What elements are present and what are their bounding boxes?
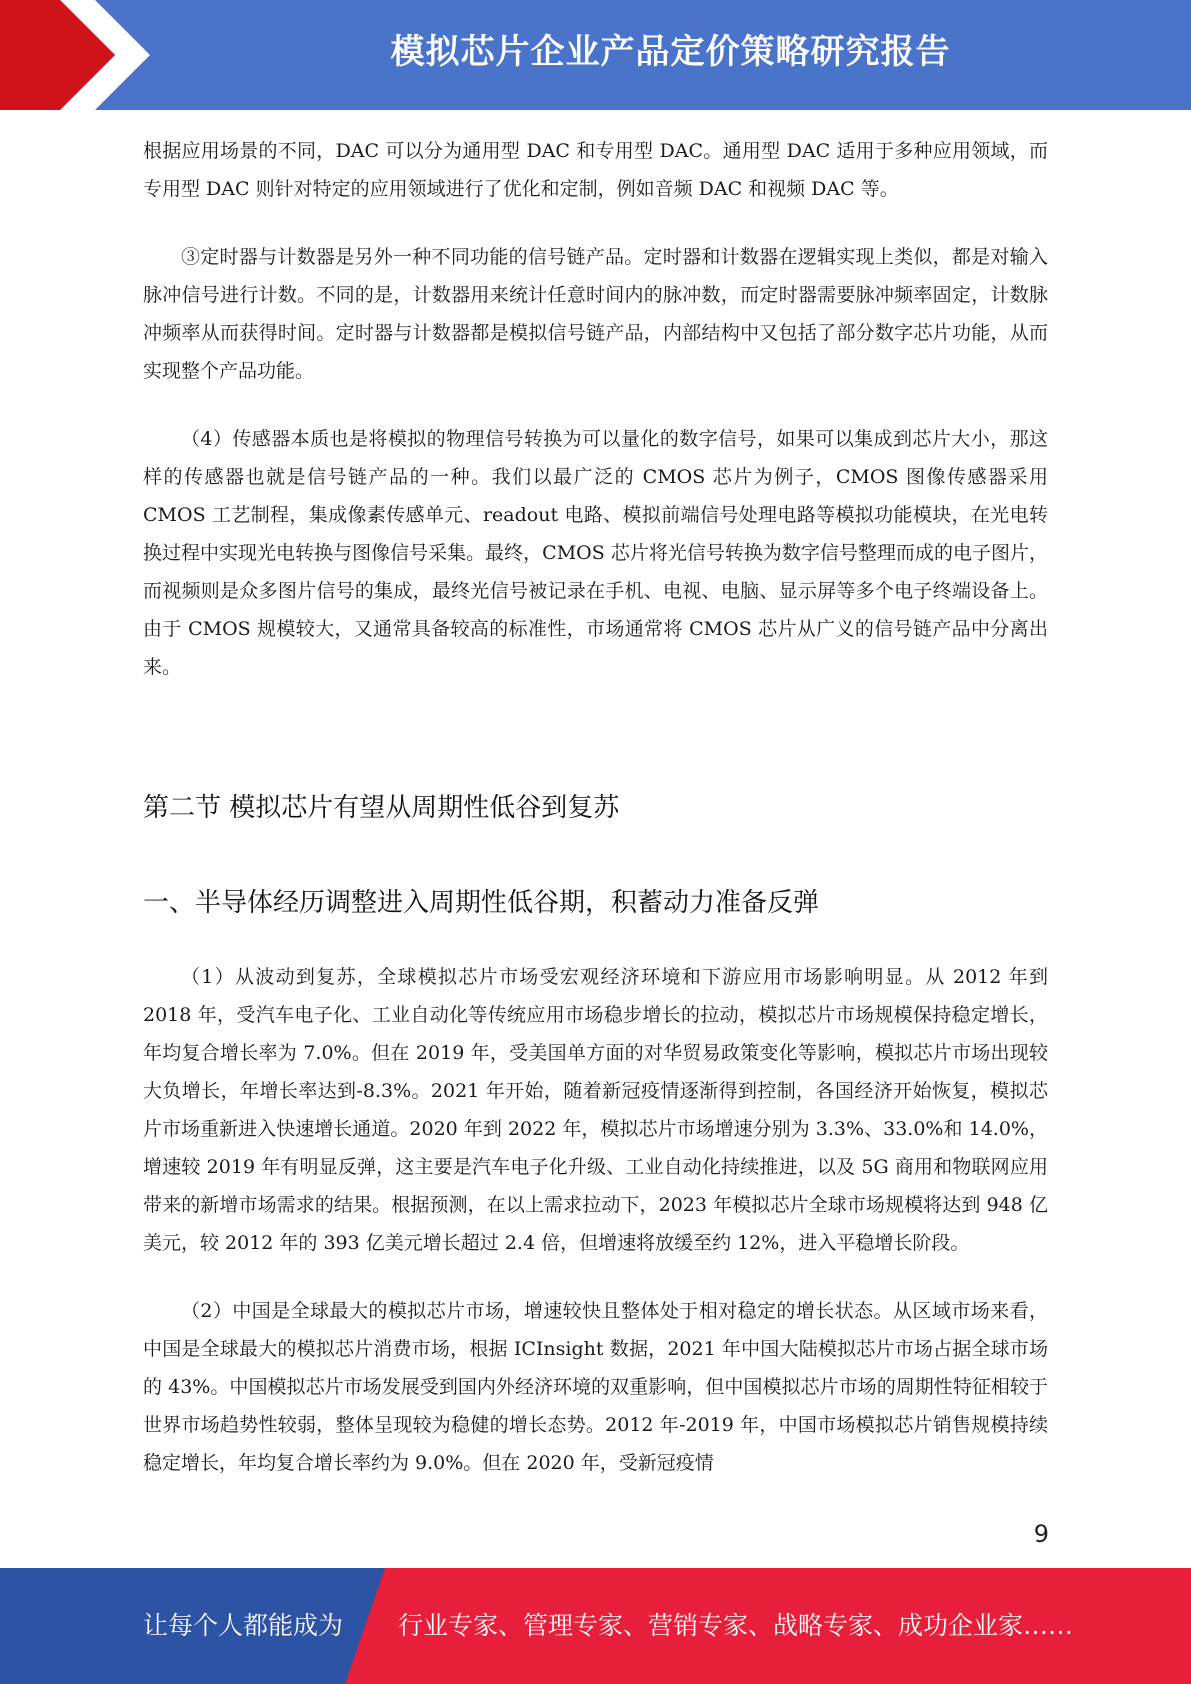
page-header	[0, 0, 1191, 110]
footer-slogan-right: 行业专家、管理专家、营销专家、战略专家、成功企业家……	[398, 1611, 1074, 1640]
paragraph-sensor: （4）传感器本质也是将模拟的物理信号转换为可以量化的数字信号，如果可以集成到芯片大小，那这样的传感器也就是信号链产品的一种。我们以最广泛的 CMOS 芯片为例子，CMOS 图像传感器采用 CMOS 工艺制程，集成像素传感单元、readout 电路、模拟前端信号处理电路等模拟功能模块，在光电转换过程中实现光电转换与图像信号采集。最终，CMOS 芯片将光信号转换为数字信号整理而成的电子图片，而视频则是众多图片信号的集成，最终光信号被记录在手机、电视、电脑、显示屏等多个电子终端设备上。由于 CMOS 规模较大，又通常具备较高的标准性，市场通常将 CMOS 芯片从广义的信号链产品中分离出来。	[143, 428, 1048, 678]
paragraph-global-market: （1）从波动到复苏，全球模拟芯片市场受宏观经济环境和下游应用市场影响明显。从 2012 年到 2018 年，受汽车电子化、工业自动化等传统应用市场稳步增长的拉动，模拟芯片市场规模保持稳定增长，年均复合增长率为 7.0%。但在 2019 年，受美国单方面的对华贸易政策变化等影响，模拟芯片市场出现较大负增长，年增长率达到-8.3%。2021 年开始，随着新冠疫情逐渐得到控制，各国经济开始恢复，模拟芯片市场重新进入快速增长通道。2020 年到 2022 年，模拟芯片市场增速分别为 3.3%、33.0%和 14.0%，增速较 2019 年有明显反弹，这主要是汽车电子化升级、工业自动化持续推进，以及 5G 商用和物联网应用带来的新增市场需求的结果。根据预测，在以上需求拉动下，2023 年模拟芯片全球市场规模将达到 948 亿美元，较 2012 年的 393 亿美元增长超过 2.4 倍，但增速将放缓至约 12%，进入平稳增长阶段。	[143, 966, 1048, 1254]
paragraph-timer-counter: ③定时器与计数器是另外一种不同功能的信号链产品。定时器和计数器在逻辑实现上类似，都是对输入脉冲信号进行计数。不同的是，计数器用来统计任意时间内的脉冲数，而定时器需要脉冲频率固定，计数脉冲频率从而获得时间。定时器与计数器都是模拟信号链产品，内部结构中又包括了部分数字芯片功能，从而实现整个产品功能。	[143, 246, 1048, 382]
footer-slogan-left: 让每个人都能成为	[143, 1611, 344, 1640]
body-text-top	[143, 132, 1048, 686]
page-number: 9	[1033, 1520, 1049, 1548]
subsection-heading: 一、半导体经历调整进入周期性低谷期，积蓄动力准备反弹	[143, 888, 820, 918]
paragraph-china-market: （2）中国是全球最大的模拟芯片市场，增速较快且整体处于相对稳定的增长状态。从区域市场来看，中国是全球最大的模拟芯片消费市场，根据 ICInsight 数据，2021 年中国大陆模拟芯片市场占据全球市场的 43%。中国模拟芯片市场发展受到国内外经济环境的双重影响，但中国模拟芯片市场的周期性特征相较于世界市场趋势性较弱，整体呈现较为稳健的增长态势。2012 年-2019 年，中国市场模拟芯片销售规模持续稳定增长，年均复合增长率约为 9.0%。但在 2020 年，受新冠疫情	[143, 1300, 1048, 1474]
paragraph-dac-types: 根据应用场景的不同，DAC 可以分为通用型 DAC 和专用型 DAC。通用型 DAC 适用于多种应用领域，而专用型 DAC 则针对特定的应用领域进行了优化和定制，例如音频 DAC 和视频 DAC 等。	[143, 140, 1048, 200]
page-footer	[0, 1568, 1191, 1684]
section-heading: 第二节 模拟芯片有望从周期性低谷到复苏	[143, 793, 620, 823]
report-title: 模拟芯片企业产品定价策略研究报告	[390, 32, 951, 72]
body-text-bottom	[143, 958, 1048, 1482]
